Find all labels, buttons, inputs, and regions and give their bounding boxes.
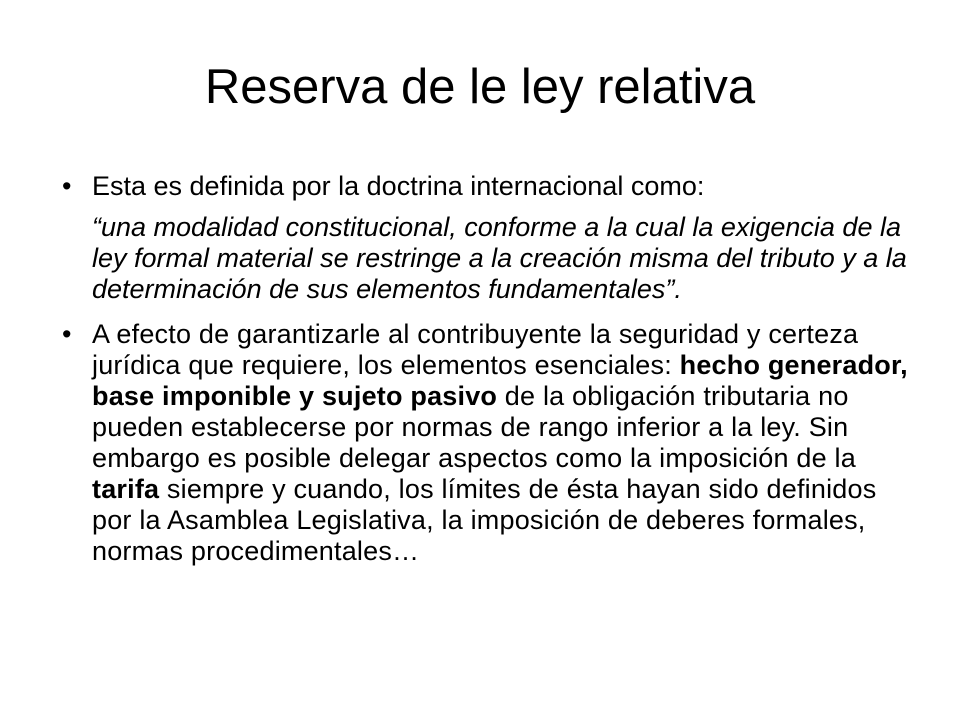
bullet-paragraph [92,319,912,567]
text-segment: A efecto de garantizarle al contribuyente la seguridad y certeza jurídica que requiere, los elementos esenciales: [92,319,859,380]
slide-title: Reserva de le ley relativa [204,60,756,114]
bullet-text: Esta es definida por la doctrina internacional como: [92,171,705,201]
definition-quote: “una modalidad constitucional, conforme a la cual la exigencia de la ley formal material se restringe a la creación misma del tributo y a la determinación de sus elementos fundamentales”. [92,212,907,304]
bullet-dot-icon: • [62,171,72,201]
bullet-dot-icon: • [62,319,72,349]
bold-segment-elements: hecho generador, base imponible y sujeto pasivo [92,350,908,411]
bold-segment-tarifa: tarifa [92,474,160,504]
bullet-item-elements [62,319,912,567]
bullet-list [62,171,912,567]
text-segment: de la obligación tributaria no pueden establecerse por normas de rango inferior a la ley. Sin embargo es posible delegar aspectos como la imposición de la [92,381,856,473]
bullet-item-definition [62,171,912,305]
text-segment: siempre y cuando, los límites de ésta hayan sido definidos por la Asamblea Legislativa, la imposición de deberes formales, normas procedimentales… [92,474,877,566]
